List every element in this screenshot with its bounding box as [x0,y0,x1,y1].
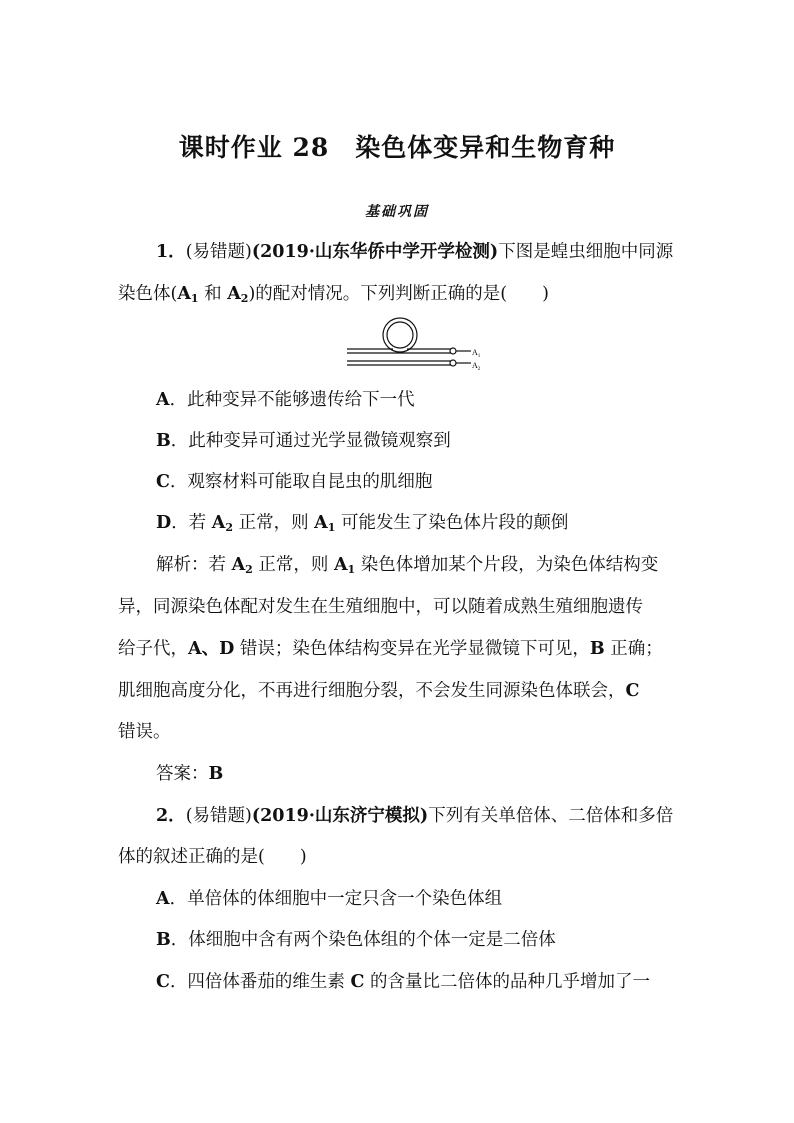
q1-exp1-A: A [231,555,246,575]
q1-option-a-text: ．此种变异不能够遗传给下一代 [169,390,415,410]
q1-stem-a: 下图是蝗虫细胞中同源 [498,242,674,262]
q1-exp3-ad: A、D [188,639,235,659]
q1-explanation-line-5: 错误。 [118,722,171,742]
q1-option-d-B: A [314,513,328,533]
q1-exp1-A-sub: 2 [245,563,253,576]
q2-stem-line-2: 体的叙述正确的是( ) [118,847,307,867]
q1-option-a [156,388,415,412]
q1-source: (2019·山东华侨中学开学检测) [251,242,499,262]
q1-option-c-text: ．观察材料可能取自昆虫的肌细胞 [169,472,433,492]
q1-tag: (易错题) [185,242,252,262]
q1-a1-sub: 1 [190,292,199,305]
q1-option-c [156,470,432,494]
q1-answer-label: 答案： [156,764,209,784]
q1-exp3-a: 给子代， [118,639,188,659]
q1-explanation-line-1 [156,553,658,577]
q2-option-b-letter: B [156,930,171,950]
q1-exp1-b: 正常，则 [252,555,334,575]
q1-option-d-A: A [211,513,226,533]
q2-option-a-text: ．单倍体的体细胞中一定只含一个染色体组 [169,889,503,909]
q2-option-c [156,970,650,994]
q1-exp4-C: C [625,681,640,701]
q1-exp3-b: 错误；染色体结构变异在光学显微镜下可见， [234,639,590,659]
page-title: 课时作业 28 染色体变异和生物育种 [178,133,616,162]
q1-a2-sub: 2 [240,292,249,305]
loop-inner [387,322,413,348]
q1-option-b-text: ．此种变异可通过光学显微镜观察到 [170,431,451,451]
chromosome-pairing-diagram [343,317,493,375]
q1-option-d-b: 正常，则 [233,513,315,533]
q1-option-b [156,429,451,453]
q1-exp3-c: 正确； [604,639,663,659]
q1-exp1-B-sub: 1 [347,563,356,576]
q1-exp3-B: B [589,639,605,659]
q1-option-a-letter: A [156,390,170,410]
q1-option-d-A-sub: 2 [225,521,233,534]
q1-option-d-a: ．若 [171,513,212,533]
q1-explanation-line-2: 异，同源染色体配对发生在生殖细胞中，可以随着成熟生殖细胞遗传 [118,597,643,617]
label-a1: $A_1$ [472,348,481,359]
q1-option-c-letter: C [156,472,170,492]
q2-option-a-letter: A [156,889,170,909]
q1-option-b-letter: B [156,431,171,451]
q2-stem-a: 下列有关单倍体、二倍体和多倍 [428,806,674,826]
q1-option-d-letter: D [156,513,172,533]
q1-stem-line-1 [156,240,673,264]
q2-option-b [156,928,556,952]
q1-stem-b-post: )的配对情况。下列判断正确的是( ) [248,284,549,304]
q1-exp1-B: A [333,555,348,575]
section-heading: 基础巩固 [365,204,429,220]
loop-outer [383,318,417,352]
q1-a1: A [177,284,191,304]
q1-and: 和 [198,284,228,304]
q2-option-b-text: ．体细胞中含有两个染色体组的个体一定是二倍体 [170,930,556,950]
q2-source: (2019·山东济宁模拟) [251,806,429,826]
q2-tag: (易错题) [185,806,252,826]
q2-option-c-letter: C [156,972,170,992]
q1-explanation-line-4 [118,679,639,703]
q2-stem-line-1 [156,804,673,828]
q1-stem-b-pre: 染色体( [118,284,178,304]
q1-option-d [156,511,568,535]
q1-option-d-c: 可能发生了染色体片段的颠倒 [335,513,569,533]
q2-number: 2． [156,806,186,826]
q2-option-c-a: ．四倍体番茄的维生素 [169,972,351,992]
q2-option-a [156,887,502,911]
q1-exp1-c: 染色体增加某个片段，为染色体结构变 [355,555,659,575]
q1-a2: A [227,284,241,304]
q1-number: 1． [156,242,186,262]
q1-answer-value: B [208,764,224,784]
q1-exp1-a: 解析：若 [156,555,232,575]
q1-option-d-B-sub: 1 [327,521,336,534]
q1-exp4-a: 肌细胞高度分化，不再进行细胞分裂，不会发生同源染色体联会， [118,681,626,701]
q2-option-c-b: 的含量比二倍体的品种几乎增加了一 [364,972,650,992]
q1-explanation-line-3 [118,637,663,661]
q1-stem-line-2 [118,282,549,306]
label-a2: $A_2$ [472,361,481,372]
q2-option-c-C: C [350,972,365,992]
q1-answer [156,762,223,786]
